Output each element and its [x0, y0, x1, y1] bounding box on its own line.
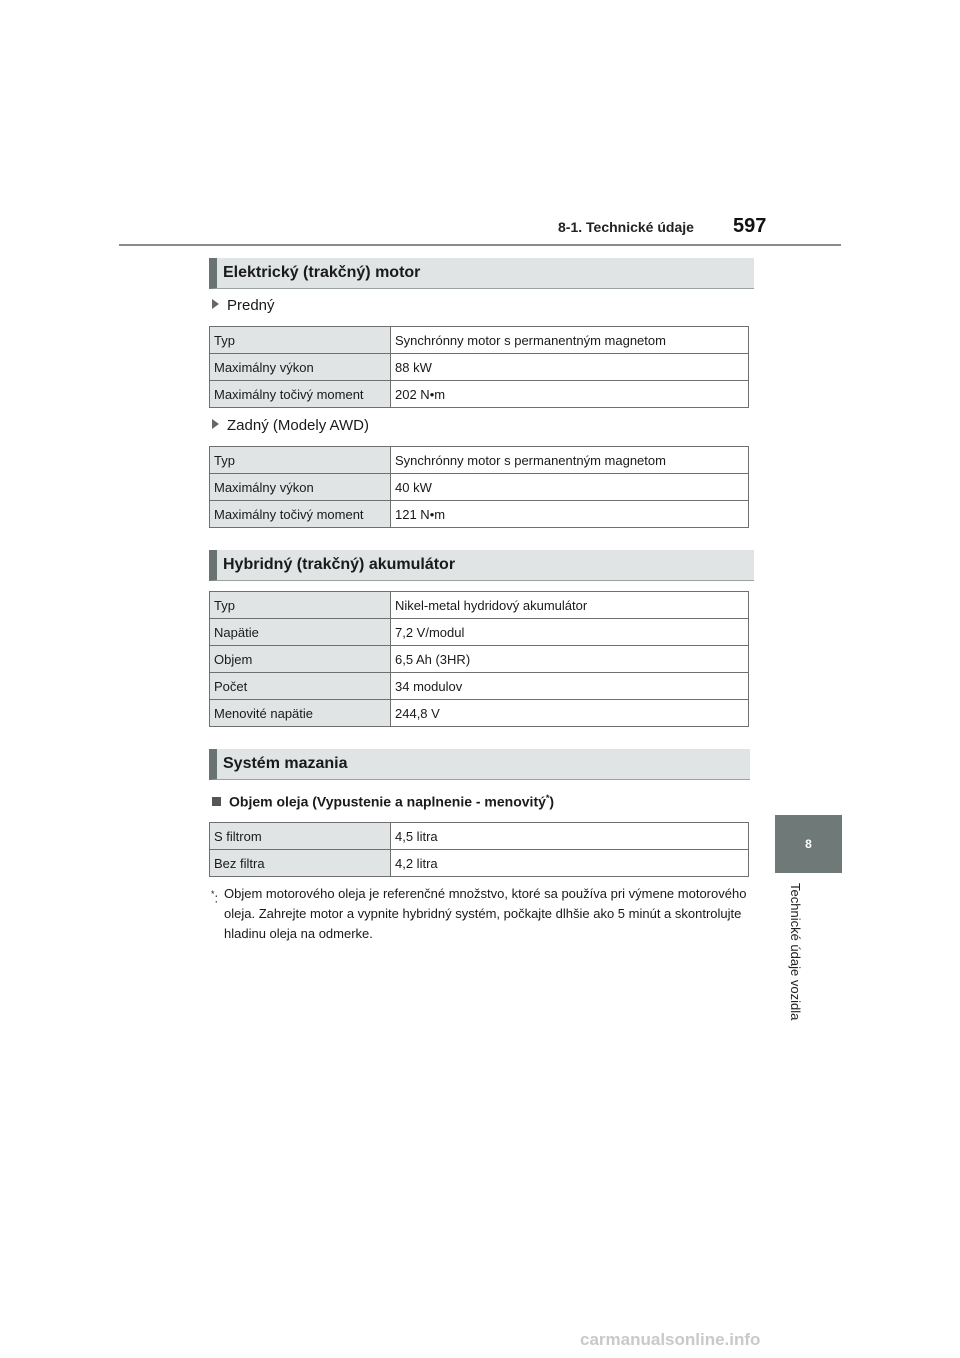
spec-value: Synchrónny motor s permanentným magnetom: [391, 447, 749, 474]
table-row: [210, 327, 749, 354]
oil-capacity-heading: [212, 793, 554, 810]
spec-value: 202 N•m: [391, 381, 749, 408]
table-row: [210, 673, 749, 700]
chapter-tab: [775, 815, 842, 873]
front-motor-table: [209, 326, 749, 408]
spec-key: Bez filtra: [210, 850, 391, 877]
table-row: [210, 850, 749, 877]
spec-value: Synchrónny motor s permanentným magnetom: [391, 327, 749, 354]
table-row: [210, 619, 749, 646]
table-row: [210, 700, 749, 727]
spec-value: 34 modulov: [391, 673, 749, 700]
spec-value: 7,2 V/modul: [391, 619, 749, 646]
spec-key: Maximálny točivý moment: [210, 381, 391, 408]
subsection-rear-label: Zadný (Modely AWD): [227, 417, 369, 434]
spec-key: Maximálny výkon: [210, 354, 391, 381]
section-title: 8-1. Technické údaje: [558, 219, 694, 235]
oil-capacity-heading-end: ): [549, 793, 555, 810]
table-row: [210, 354, 749, 381]
section-heading-battery: Hybridný (trakčný) akumulátor: [209, 550, 754, 581]
battery-table: [209, 591, 749, 727]
oil-capacity-heading-text: Objem oleja (Vypustenie a naplnenie - menovitý: [229, 793, 546, 810]
table-row: [210, 447, 749, 474]
spec-key: Objem: [210, 646, 391, 673]
footnote-text: Objem motorového oleja je referenčné množstvo, ktoré sa používa pri výmene motorového oleja. Zahrejte motor a vypnite hybridný systém, počkajte dlhšie ako 5 minút a skontrolujte hladinu oleja na odmerke.: [224, 886, 747, 941]
spec-value: 4,2 litra: [391, 850, 749, 877]
chapter-side-title: Technické údaje vozidla: [788, 883, 803, 1021]
table-row: [210, 474, 749, 501]
spec-value: Nikel-metal hydridový akumulátor: [391, 592, 749, 619]
table-row: [210, 381, 749, 408]
spec-value: 6,5 Ah (3HR): [391, 646, 749, 673]
subsection-rear: [212, 417, 369, 434]
square-bullet-icon: [212, 797, 221, 806]
section-heading-lubrication: Systém mazania: [209, 749, 750, 780]
page-number: 597: [733, 215, 767, 237]
footnote-reference: *: [545, 793, 550, 803]
spec-key: Typ: [210, 447, 391, 474]
spec-key: Maximálny výkon: [210, 474, 391, 501]
spec-value: 40 kW: [391, 474, 749, 501]
table-row: [210, 646, 749, 673]
table-row: [210, 823, 749, 850]
spec-key: S filtrom: [210, 823, 391, 850]
spec-key: Menovité napätie: [210, 700, 391, 727]
spec-value: 4,5 litra: [391, 823, 749, 850]
footnote-asterisk: *: [211, 889, 215, 899]
subsection-front-label: Predný: [227, 297, 275, 314]
spec-key: Napätie: [210, 619, 391, 646]
table-row: [210, 501, 749, 528]
triangle-bullet-icon: [212, 299, 219, 309]
subsection-front: [212, 297, 275, 314]
section-heading-motor: Elektrický (trakčný) motor: [209, 258, 754, 289]
rear-motor-table: [209, 446, 749, 528]
table-row: [210, 592, 749, 619]
footnote: [211, 884, 751, 944]
spec-value: 88 kW: [391, 354, 749, 381]
spec-key: Typ: [210, 327, 391, 354]
spec-key: Počet: [210, 673, 391, 700]
oil-capacity-table: [209, 822, 749, 877]
footnote-marker: [211, 884, 218, 908]
spec-value: 121 N•m: [391, 501, 749, 528]
spec-value: 244,8 V: [391, 700, 749, 727]
footnote-colon: :: [214, 890, 219, 906]
header-divider: [119, 244, 841, 246]
spec-key: Typ: [210, 592, 391, 619]
triangle-bullet-icon: [212, 419, 219, 429]
chapter-number: 8: [805, 837, 812, 851]
watermark: carmanualsonline.info: [580, 1330, 761, 1349]
spec-key: Maximálny točivý moment: [210, 501, 391, 528]
